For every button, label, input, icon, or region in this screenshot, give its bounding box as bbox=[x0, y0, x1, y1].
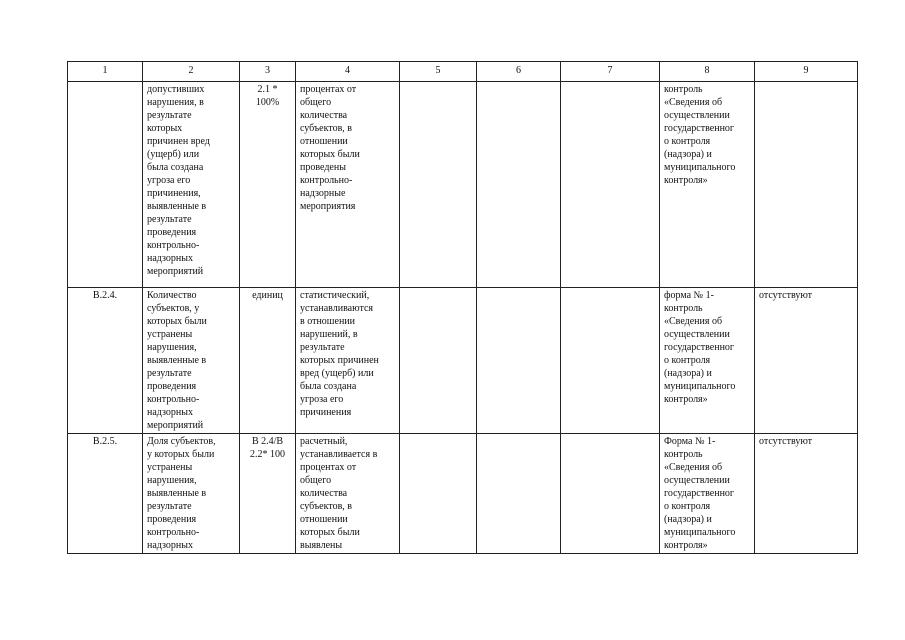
cell-text-line: муниципального bbox=[664, 162, 736, 173]
cell-text-line: которых причинен bbox=[300, 355, 379, 366]
cell-text-line: статистический, bbox=[300, 290, 370, 301]
empty-cell bbox=[400, 288, 477, 434]
cell-text-line: нарушения, в bbox=[147, 97, 204, 108]
cell-text-line: расчетный, bbox=[300, 436, 348, 447]
cell-text-line: выявлены bbox=[300, 540, 343, 551]
empty-cell bbox=[561, 82, 660, 288]
cell-text-line: проведения bbox=[147, 227, 197, 238]
cell-text-line: выявленные в bbox=[147, 355, 207, 366]
method-cell bbox=[296, 82, 400, 288]
cell-text-line: единиц bbox=[252, 290, 283, 301]
unit-cell bbox=[240, 434, 296, 554]
cell-text-line: субъектов, в bbox=[300, 501, 353, 512]
cell-text-line: общего bbox=[300, 475, 332, 486]
empty-cell bbox=[477, 82, 561, 288]
cell-text-line: В.2.4. bbox=[92, 290, 118, 301]
cell-text-line: осуществлении bbox=[664, 110, 730, 121]
indicator-code-cell bbox=[68, 434, 143, 554]
cell-text-line: контроля» bbox=[664, 540, 708, 551]
cell-text-line: процентах от bbox=[300, 462, 357, 473]
cell-text-line: отношении bbox=[300, 136, 348, 147]
source-form-cell bbox=[660, 434, 755, 554]
indicators-table bbox=[67, 61, 858, 554]
cell-text-line: мероприятия bbox=[300, 201, 356, 212]
cell-text-line: надзорных bbox=[147, 253, 193, 264]
indicator-name-cell bbox=[143, 434, 240, 554]
cell-text-line: проведения bbox=[147, 514, 197, 525]
cell-text-line: В.2.5. bbox=[92, 436, 118, 447]
cell-text-line: форма № 1- bbox=[664, 290, 714, 301]
indicator-code-cell bbox=[68, 82, 143, 288]
cell-text-line: результате bbox=[147, 501, 192, 512]
cell-text-line: вред (ущерб) или bbox=[300, 368, 374, 379]
cell-text-line: устранены bbox=[147, 462, 193, 473]
empty-cell bbox=[400, 434, 477, 554]
cell-text-line: осуществлении bbox=[664, 329, 730, 340]
cell-text-line: в отношении bbox=[300, 316, 356, 327]
cell-text-line: мероприятий bbox=[147, 420, 204, 431]
method-cell bbox=[296, 288, 400, 434]
column-header: 4 bbox=[296, 62, 400, 82]
cell-text-line: Форма № 1- bbox=[664, 436, 716, 447]
cell-text-line: о контроля bbox=[664, 136, 711, 147]
cell-text-line: общего bbox=[300, 97, 332, 108]
empty-cell bbox=[561, 288, 660, 434]
cell-text-line: государственног bbox=[664, 123, 735, 134]
cell-text-line: надзорных bbox=[147, 540, 193, 551]
cell-text-line: контрольно- bbox=[147, 240, 200, 251]
indicator-name-cell bbox=[143, 82, 240, 288]
cell-text-line: осуществлении bbox=[664, 475, 730, 486]
column-header: 7 bbox=[561, 62, 660, 82]
cell-text-line: «Сведения об bbox=[664, 97, 723, 108]
cell-text-line: надзорные bbox=[300, 188, 346, 199]
table-row bbox=[68, 82, 858, 288]
cell-text-line: результате bbox=[300, 342, 345, 353]
cell-text-line: отсутствуют bbox=[759, 290, 813, 301]
cell-text-line: допустивших bbox=[147, 84, 205, 95]
indicator-name-cell bbox=[143, 288, 240, 434]
empty-cell bbox=[477, 434, 561, 554]
cell-text-line: устанавливаются bbox=[300, 303, 373, 314]
cell-text-line: контроль bbox=[664, 84, 703, 95]
cell-text-line: (надзора) и bbox=[664, 149, 712, 160]
cell-text-line: количества bbox=[300, 110, 348, 121]
method-cell bbox=[296, 434, 400, 554]
note-cell bbox=[755, 434, 858, 554]
indicator-code-cell bbox=[68, 288, 143, 434]
cell-text-line: процентах от bbox=[300, 84, 357, 95]
cell-text-line: 2.1 * bbox=[257, 84, 278, 95]
source-form-cell bbox=[660, 288, 755, 434]
cell-text-line: причинен вред bbox=[147, 136, 210, 147]
table-row bbox=[68, 434, 858, 554]
column-header: 6 bbox=[477, 62, 561, 82]
cell-text-line: муниципального bbox=[664, 527, 736, 538]
cell-text-line: о контроля bbox=[664, 501, 711, 512]
cell-text-line: выявленные в bbox=[147, 488, 207, 499]
table-row bbox=[68, 288, 858, 434]
cell-text-line: была создана bbox=[300, 381, 357, 392]
cell-text-line: отношении bbox=[300, 514, 348, 525]
cell-text-line: (надзора) и bbox=[664, 514, 712, 525]
cell-text-line: устранены bbox=[147, 329, 193, 340]
cell-text-line: мероприятий bbox=[147, 266, 204, 277]
column-header: 8 bbox=[660, 62, 755, 82]
cell-text-line: которых были bbox=[300, 149, 360, 160]
cell-text-line: муниципального bbox=[664, 381, 736, 392]
cell-text-line: устанавливается в bbox=[300, 449, 378, 460]
cell-text-line: у которых были bbox=[147, 449, 215, 460]
cell-text-line: контроля» bbox=[664, 394, 708, 405]
unit-cell bbox=[240, 82, 296, 288]
cell-text-line: нарушения, bbox=[147, 342, 197, 353]
cell-text-line: «Сведения об bbox=[664, 316, 723, 327]
cell-text-line: 2.2* 100 bbox=[250, 449, 285, 460]
cell-text-line: выявленные в bbox=[147, 201, 207, 212]
cell-text-line: контрольно- bbox=[147, 394, 200, 405]
cell-text-line: нарушений, в bbox=[300, 329, 358, 340]
column-header: 5 bbox=[400, 62, 477, 82]
cell-text-line: результате bbox=[147, 214, 192, 225]
cell-text-line: контрольно- bbox=[147, 527, 200, 538]
cell-text-line: контроль bbox=[664, 449, 703, 460]
note-cell bbox=[755, 288, 858, 434]
cell-text-line: «Сведения об bbox=[664, 462, 723, 473]
cell-text-line: причинения, bbox=[147, 188, 201, 199]
cell-text-line: количества bbox=[300, 488, 348, 499]
cell-text-line: угроза его bbox=[300, 394, 344, 405]
cell-text-line: Количество bbox=[147, 290, 197, 301]
cell-text-line: (надзора) и bbox=[664, 368, 712, 379]
cell-text-line: нарушения, bbox=[147, 475, 197, 486]
cell-text-line: надзорных bbox=[147, 407, 193, 418]
cell-text-line: отсутствуют bbox=[759, 436, 813, 447]
cell-text-line: результате bbox=[147, 110, 192, 121]
cell-text-line: угроза его bbox=[147, 175, 191, 186]
cell-text-line: контрольно- bbox=[300, 175, 353, 186]
cell-text-line: субъектов, у bbox=[147, 303, 200, 314]
cell-text-line: контроля» bbox=[664, 175, 708, 186]
empty-cell bbox=[477, 288, 561, 434]
cell-text-line: которых bbox=[147, 123, 183, 134]
cell-text-line: результате bbox=[147, 368, 192, 379]
source-form-cell bbox=[660, 82, 755, 288]
cell-text-line: проведены bbox=[300, 162, 346, 173]
cell-text-line: была создана bbox=[147, 162, 204, 173]
cell-text-line: о контроля bbox=[664, 355, 711, 366]
column-header: 2 bbox=[143, 62, 240, 82]
empty-cell bbox=[561, 434, 660, 554]
cell-text-line: В 2.4/В bbox=[251, 436, 284, 447]
column-header: 9 bbox=[755, 62, 858, 82]
cell-text-line: которых были bbox=[147, 316, 207, 327]
cell-text-line: проведения bbox=[147, 381, 197, 392]
column-header: 3 bbox=[240, 62, 296, 82]
cell-text-line: причинения bbox=[300, 407, 352, 418]
cell-text-line: 100% bbox=[255, 97, 280, 108]
cell-text-line: контроль bbox=[664, 303, 703, 314]
cell-text-line: субъектов, в bbox=[300, 123, 353, 134]
cell-text-line: государственног bbox=[664, 342, 735, 353]
cell-text-line: Доля субъектов, bbox=[147, 436, 216, 447]
note-cell bbox=[755, 82, 858, 288]
empty-cell bbox=[400, 82, 477, 288]
column-header: 1 bbox=[68, 62, 143, 82]
cell-text-line: (ущерб) или bbox=[147, 149, 200, 160]
unit-cell bbox=[240, 288, 296, 434]
cell-text-line: государственног bbox=[664, 488, 735, 499]
cell-text-line: которых были bbox=[300, 527, 360, 538]
table-header-row bbox=[68, 62, 858, 82]
